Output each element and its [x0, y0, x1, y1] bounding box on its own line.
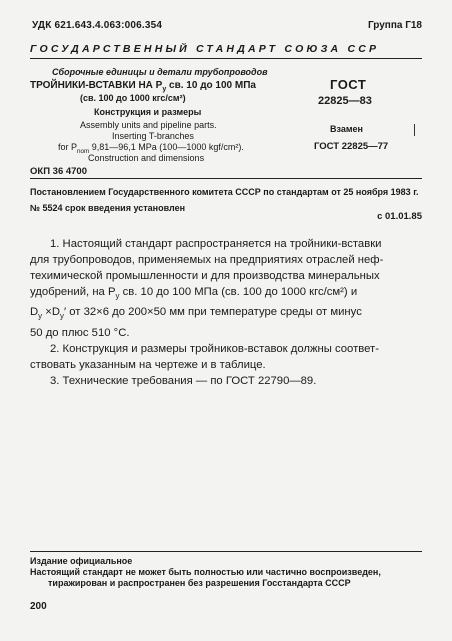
- body-p1-line4: удобрений, на $P_у$ св. 10 до 100 МПа (св. 100 до 1000 кгс/см²) и: [30, 286, 358, 301]
- gost-number: 22825—83: [318, 95, 372, 107]
- body-p2-line1: 2. Конструкция и размеры тройников-вставок должны соответ-: [50, 342, 379, 355]
- reprint-notice-line2: тиражирован и распространен без разрешения Госстандарта СССР: [48, 578, 351, 588]
- top-divider: [30, 58, 422, 59]
- reprint-notice-line1: Настоящий стандарт не может быть полностью или частично воспроизведен,: [30, 567, 381, 577]
- middle-divider: [30, 178, 422, 179]
- title-ru-line3: (св. 100 до 1000 кгс/см²): [80, 93, 186, 103]
- page-number: 200: [30, 601, 47, 612]
- replaces-label: Взамен: [330, 124, 363, 134]
- title-en-line2: Inserting T-branches: [112, 131, 194, 141]
- body-p1-line3: техимической промышленности и для производства минеральных: [30, 270, 380, 282]
- body-p1-line6: 50 до плюс 510 °C.: [30, 326, 130, 339]
- body-p2-line2: ствовать указанным на чертеже и в таблице.: [30, 358, 266, 371]
- footer-divider: [30, 551, 422, 552]
- body-p3-line1: 3. Технические требования — по ГОСТ 22790—89.: [50, 374, 317, 387]
- title-ru-line1: Сборочные единицы и детали трубопроводов: [52, 67, 268, 77]
- body-p1-line2: для трубопроводов, применяемых на предприятиях отраслей неф-: [30, 254, 384, 266]
- group-code: Группа Г18: [367, 20, 422, 31]
- official-edition: Издание официальное: [30, 556, 133, 566]
- title-en-line1: Assembly units and pipeline parts.: [80, 120, 217, 130]
- title-ru-line4: Конструкция и размеры: [94, 107, 202, 117]
- effective-date: с 01.01.85: [377, 211, 422, 222]
- udc-code: УДК 621.643.4.063:006.354: [32, 20, 163, 31]
- body-p1-line1: 1. Настоящий стандарт распространяется на тройники-вставки: [50, 238, 382, 250]
- title-ru-line2: ТРОЙНИКИ-ВСТАВКИ НА $P_у$ св. 10 до 100 МПа: [30, 80, 256, 93]
- margin-mark: [414, 124, 415, 136]
- state-standard-heading: ГОСУДАРСТВЕННЫЙ СТАНДАРТ СОЮЗА ССР: [30, 43, 380, 55]
- body-p1-line5: $D_у \times D_у'$ от 32×6 до 200×50 мм при температуре среды от минус: [30, 306, 362, 321]
- title-en-line4: Construction and dimensions: [88, 153, 205, 163]
- decree-text: Постановлением Государственного комитета СССР по стандартам от 25 ноября 1983 г. № 5524 срок введения установлен: [30, 187, 419, 213]
- gost-label: ГОСТ: [330, 77, 367, 92]
- title-en-line3: for $P_{nom}$ 9,81—96,1 MPa (100—1000 kgf/cm²).: [58, 142, 244, 155]
- body-text: [30, 236, 424, 389]
- replaces-number: ГОСТ 22825—77: [314, 141, 389, 152]
- okp-code: ОКП 36 4700: [30, 166, 87, 177]
